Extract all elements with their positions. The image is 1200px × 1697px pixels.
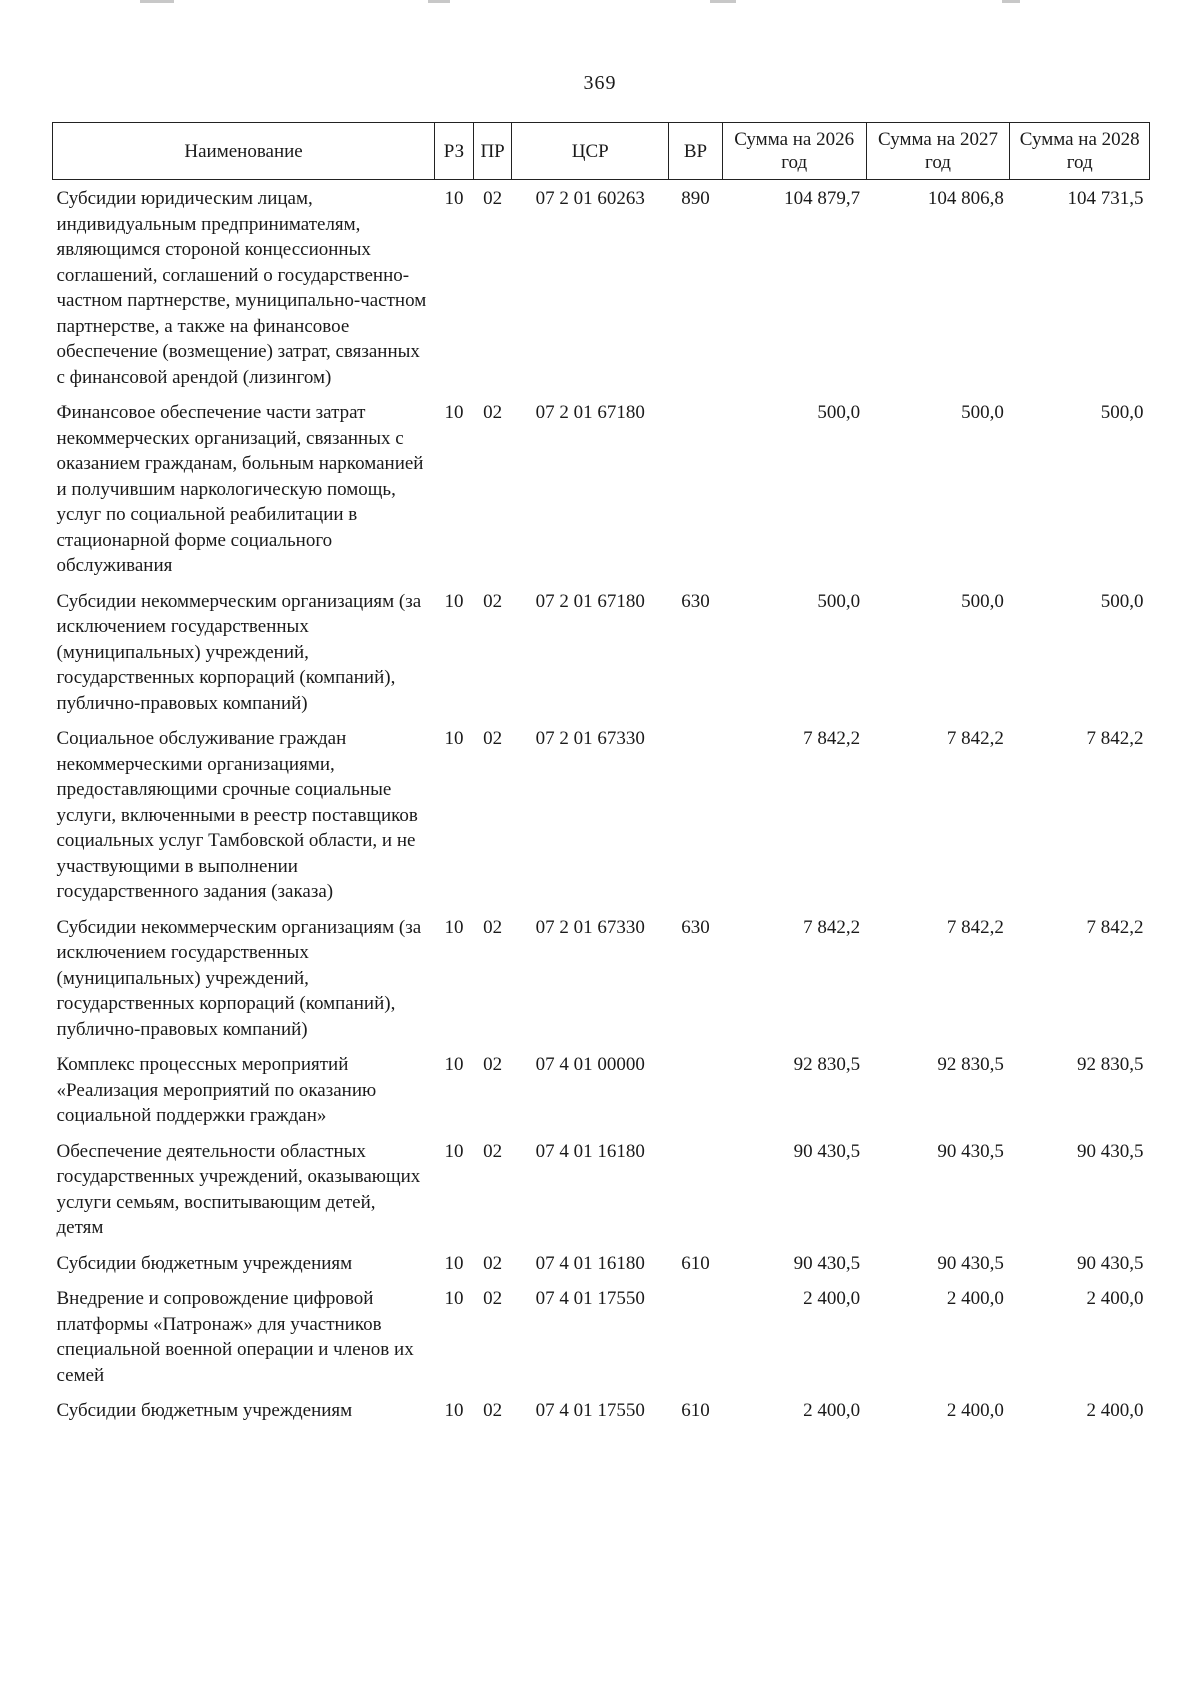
table-row — [53, 1280, 1150, 1392]
row-csr: 07 4 01 16180 — [535, 1140, 645, 1162]
row-csr: 07 4 01 16180 — [535, 1252, 645, 1274]
row-pr: 02 — [483, 1054, 503, 1075]
row-name: Субсидии бюджетным учреждениям — [56, 1400, 353, 1421]
row-sum-2026: 500,0 — [817, 590, 861, 612]
row-name: Субсидии юридическим лицам, индивидуальным предпринимателям, являющимся стороной концессионных соглашений, соглашений о государственно-частном партнерстве, муниципально-частном партнерстве, а также на финансовое обеспечение (возмещение) затрат, связанных с финансовой арендой (лизингом) — [56, 188, 427, 388]
row-pr: 02 — [483, 1400, 503, 1421]
scan-artifact — [428, 0, 450, 3]
row-pr: 02 — [483, 728, 503, 749]
row-sum-2027: 90 430,5 — [937, 1252, 1004, 1274]
row-sum-2028: 7 842,2 — [1086, 916, 1144, 938]
row-csr: 07 2 01 67180 — [535, 402, 645, 423]
row-rz: 10 — [444, 1054, 464, 1075]
row-rz: 10 — [444, 916, 464, 938]
row-name: Социальное обслуживание граждан некоммерческими организациями, предоставляющими срочные социальные услуги, включенными в реестр поставщиков социальных услуг Тамбовской области, и не участвующими в выполнении государственного задания (заказа) — [56, 728, 418, 902]
row-sum-2026: 2 400,0 — [803, 1400, 861, 1421]
row-pr: 02 — [483, 1288, 503, 1309]
header-sum-2027: Сумма на 2027 год — [866, 123, 1010, 180]
row-name: Субсидии некоммерческим организациям (за исключением государственных (муниципальных) учреждений, государственных корпораций (компаний), публично-правовых компаний) — [56, 590, 422, 714]
row-sum-2026: 92 830,5 — [793, 1054, 861, 1075]
row-sum-2028: 500,0 — [1100, 590, 1144, 612]
row-rz: 10 — [444, 590, 464, 612]
table-row — [53, 1245, 1150, 1281]
row-sum-2027: 7 842,2 — [946, 728, 1004, 749]
table-row — [53, 1133, 1150, 1245]
table-row — [53, 1046, 1150, 1133]
row-name: Обеспечение деятельности областных государственных учреждений, оказывающих услуги семьям, воспитывающим детей, детям — [56, 1140, 421, 1238]
row-vr — [669, 394, 723, 583]
row-sum-2028: 2 400,0 — [1086, 1400, 1144, 1421]
row-pr: 02 — [483, 402, 503, 423]
row-pr: 02 — [483, 590, 503, 612]
row-name: Субсидии бюджетным учреждениям — [56, 1252, 353, 1274]
table-row — [53, 180, 1150, 395]
row-sum-2027: 500,0 — [961, 590, 1004, 612]
table-row — [53, 1392, 1150, 1428]
scan-artifact — [710, 0, 736, 3]
row-rz: 10 — [444, 402, 464, 423]
row-csr: 07 4 01 17550 — [535, 1288, 645, 1309]
row-name: Комплекс процессных мероприятий «Реализация мероприятий по оказанию социальной поддержки граждан» — [56, 1054, 377, 1126]
row-rz: 10 — [444, 1288, 464, 1309]
budget-table — [52, 122, 1150, 1428]
header-csr: ЦСР — [512, 123, 669, 180]
page-number: 369 — [583, 72, 617, 94]
table-row — [53, 720, 1150, 909]
row-sum-2027: 7 842,2 — [946, 916, 1004, 938]
row-sum-2028: 2 400,0 — [1086, 1288, 1144, 1309]
row-vr — [669, 1133, 723, 1245]
row-sum-2027: 104 806,8 — [927, 188, 1004, 209]
row-sum-2028: 92 830,5 — [1077, 1054, 1144, 1075]
row-sum-2027: 90 430,5 — [937, 1140, 1004, 1162]
row-sum-2026: 7 842,2 — [803, 916, 861, 938]
row-sum-2027: 2 400,0 — [946, 1288, 1004, 1309]
row-vr: 630 — [681, 590, 710, 612]
row-sum-2028: 7 842,2 — [1086, 728, 1144, 749]
row-sum-2028: 104 731,5 — [1067, 188, 1144, 209]
scan-artifact — [140, 0, 174, 3]
scan-artifact — [1002, 0, 1020, 3]
row-sum-2026: 104 879,7 — [784, 188, 861, 209]
row-csr: 07 2 01 67330 — [535, 916, 645, 938]
row-rz: 10 — [444, 1252, 464, 1274]
row-sum-2027: 92 830,5 — [937, 1054, 1004, 1075]
row-vr — [669, 720, 723, 909]
header-vr: ВР — [669, 123, 723, 180]
row-sum-2028: 90 430,5 — [1077, 1252, 1144, 1274]
table-row — [53, 394, 1150, 583]
row-name: Внедрение и сопровождение цифровой платформы «Патронаж» для участников специальной военной операции и членов их семей — [56, 1288, 414, 1386]
table-row — [53, 583, 1150, 721]
row-sum-2026: 90 430,5 — [793, 1252, 861, 1274]
row-vr: 630 — [681, 916, 710, 938]
row-sum-2027: 2 400,0 — [946, 1400, 1004, 1421]
row-pr: 02 — [483, 188, 503, 209]
row-sum-2026: 500,0 — [817, 402, 861, 423]
row-rz: 10 — [444, 188, 464, 209]
table-row — [53, 909, 1150, 1047]
row-pr: 02 — [483, 916, 503, 938]
table-header-row — [53, 123, 1150, 180]
row-csr: 07 2 01 67330 — [535, 728, 645, 749]
row-rz: 10 — [444, 728, 464, 749]
row-sum-2026: 7 842,2 — [803, 728, 861, 749]
row-sum-2026: 2 400,0 — [803, 1288, 861, 1309]
row-rz: 10 — [444, 1140, 464, 1162]
row-pr: 02 — [483, 1140, 503, 1162]
row-name: Субсидии некоммерческим организациям (за исключением государственных (муниципальных) учреждений, государственных корпораций (компаний), публично-правовых компаний) — [56, 916, 422, 1040]
header-pr: ПР — [473, 123, 512, 180]
row-csr: 07 4 01 00000 — [535, 1054, 645, 1075]
row-name: Финансовое обеспечение части затрат некоммерческих организаций, связанных с оказанием гражданам, больным наркоманией и получившим наркологическую помощь, услуг по социальной реабилитации в стационарной форме социального обслуживания — [56, 402, 424, 576]
row-vr: 890 — [681, 188, 710, 209]
row-csr: 07 2 01 67180 — [535, 590, 645, 612]
row-sum-2028: 90 430,5 — [1077, 1140, 1144, 1162]
header-rz: РЗ — [435, 123, 474, 180]
row-vr: 610 — [681, 1252, 710, 1274]
row-vr: 610 — [681, 1400, 710, 1421]
row-sum-2028: 500,0 — [1100, 402, 1144, 423]
row-vr — [669, 1280, 723, 1392]
row-csr: 07 2 01 60263 — [535, 188, 645, 209]
row-csr: 07 4 01 17550 — [535, 1400, 645, 1421]
row-sum-2027: 500,0 — [961, 402, 1004, 423]
header-name: Наименование — [53, 123, 435, 180]
row-vr — [669, 1046, 723, 1133]
header-sum-2028: Сумма на 2028 год — [1010, 123, 1150, 180]
header-sum-2026: Сумма на 2026 год — [722, 123, 866, 180]
row-sum-2026: 90 430,5 — [793, 1140, 861, 1162]
row-pr: 02 — [483, 1252, 503, 1274]
row-rz: 10 — [444, 1400, 464, 1421]
